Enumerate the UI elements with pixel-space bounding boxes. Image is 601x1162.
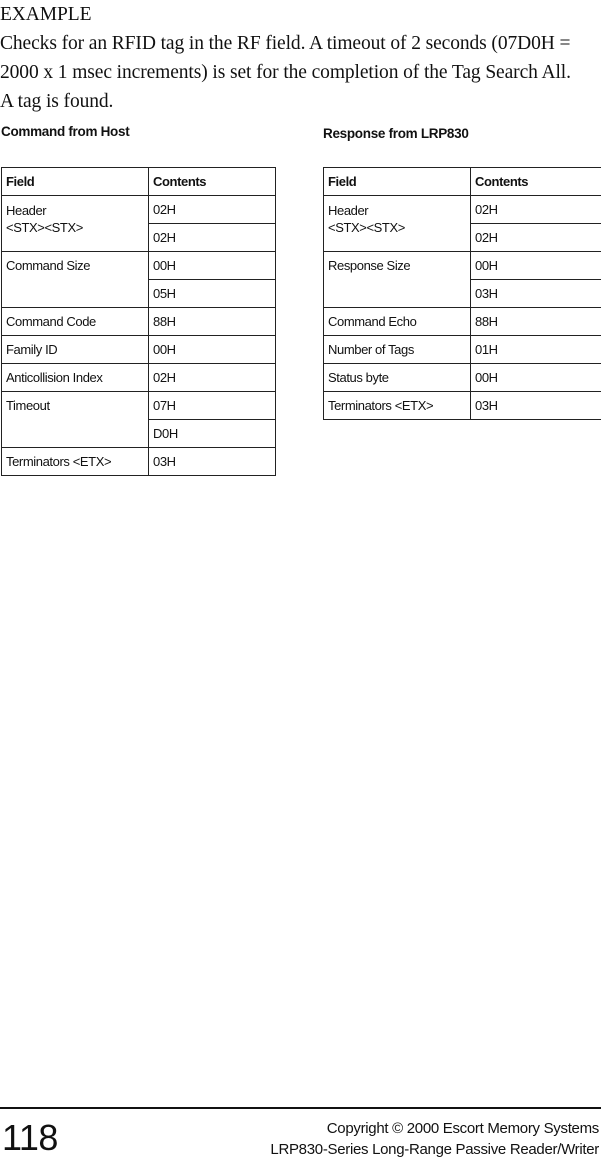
- table-row: [324, 336, 601, 364]
- contents-cell: 00H: [149, 252, 276, 280]
- page-number: 118: [2, 1117, 58, 1158]
- contents-cell: 03H: [471, 392, 601, 420]
- footer-text: [270, 1118, 599, 1160]
- response-from-lrp830-table: [323, 167, 601, 420]
- table-row: [2, 196, 276, 224]
- field-response-size: Response Size: [324, 252, 471, 308]
- table-row: [324, 308, 601, 336]
- field-terminators: Terminators <ETX>: [2, 448, 149, 476]
- copyright-line: Copyright © 2000 Escort Memory Systems: [326, 1120, 599, 1137]
- field-anticollision-index: Anticollision Index: [2, 364, 149, 392]
- field-header-line-2: <STX><STX>: [328, 220, 405, 235]
- table-row: [2, 308, 276, 336]
- contents-cell: 03H: [471, 280, 601, 308]
- response-table-title: Response from LRP830: [323, 126, 469, 141]
- contents-cell: 02H: [149, 364, 276, 392]
- contents-cell: 00H: [471, 252, 601, 280]
- table-row: [2, 364, 276, 392]
- column-header-contents: Contents: [471, 168, 601, 196]
- command-from-host-table: [1, 167, 276, 476]
- command-table-title: Command from Host: [1, 124, 130, 139]
- field-timeout: Timeout: [2, 392, 149, 448]
- field-header: [2, 196, 149, 252]
- field-status-byte: Status byte: [324, 364, 471, 392]
- table-row: [2, 252, 276, 280]
- contents-cell: 88H: [471, 308, 601, 336]
- table-row: [324, 252, 601, 280]
- contents-cell: 03H: [149, 448, 276, 476]
- table-row: [324, 196, 601, 224]
- contents-cell: 05H: [149, 280, 276, 308]
- example-text-line-2: 2000 x 1 msec increments) is set for the completion of the Tag Search All.: [0, 62, 571, 83]
- column-header-field: Field: [324, 168, 471, 196]
- table-row: [324, 364, 601, 392]
- field-terminators: Terminators <ETX>: [324, 392, 471, 420]
- contents-cell: 02H: [149, 224, 276, 252]
- field-command-echo: Command Echo: [324, 308, 471, 336]
- field-header: [324, 196, 471, 252]
- example-text-line-3: A tag is found.: [0, 91, 114, 112]
- table-row: [2, 392, 276, 420]
- field-header-line-1: Header: [328, 203, 369, 218]
- contents-cell: 07H: [149, 392, 276, 420]
- contents-cell: 01H: [471, 336, 601, 364]
- contents-cell: 02H: [471, 224, 601, 252]
- field-command-size: Command Size: [2, 252, 149, 308]
- contents-cell: 00H: [471, 364, 601, 392]
- table-header-row: [2, 168, 276, 196]
- field-header-line-2: <STX><STX>: [6, 220, 83, 235]
- product-line: LRP830-Series Long-Range Passive Reader/Writer: [270, 1141, 599, 1158]
- contents-cell: 02H: [471, 196, 601, 224]
- table-header-row: [324, 168, 601, 196]
- contents-cell: D0H: [149, 420, 276, 448]
- field-command-code: Command Code: [2, 308, 149, 336]
- field-number-of-tags: Number of Tags: [324, 336, 471, 364]
- contents-cell: 88H: [149, 308, 276, 336]
- field-family-id: Family ID: [2, 336, 149, 364]
- column-header-field: Field: [2, 168, 149, 196]
- contents-cell: 02H: [149, 196, 276, 224]
- example-section: [0, 0, 601, 116]
- example-heading: EXAMPLE: [0, 4, 92, 25]
- contents-cell: 00H: [149, 336, 276, 364]
- field-header-line-1: Header: [6, 203, 47, 218]
- example-text-line-1: Checks for an RFID tag in the RF field. A timeout of 2 seconds (07D0H =: [0, 33, 571, 54]
- table-row: [2, 336, 276, 364]
- table-row: [2, 448, 276, 476]
- table-row: [324, 392, 601, 420]
- footer-divider: [0, 1107, 601, 1109]
- column-header-contents: Contents: [149, 168, 276, 196]
